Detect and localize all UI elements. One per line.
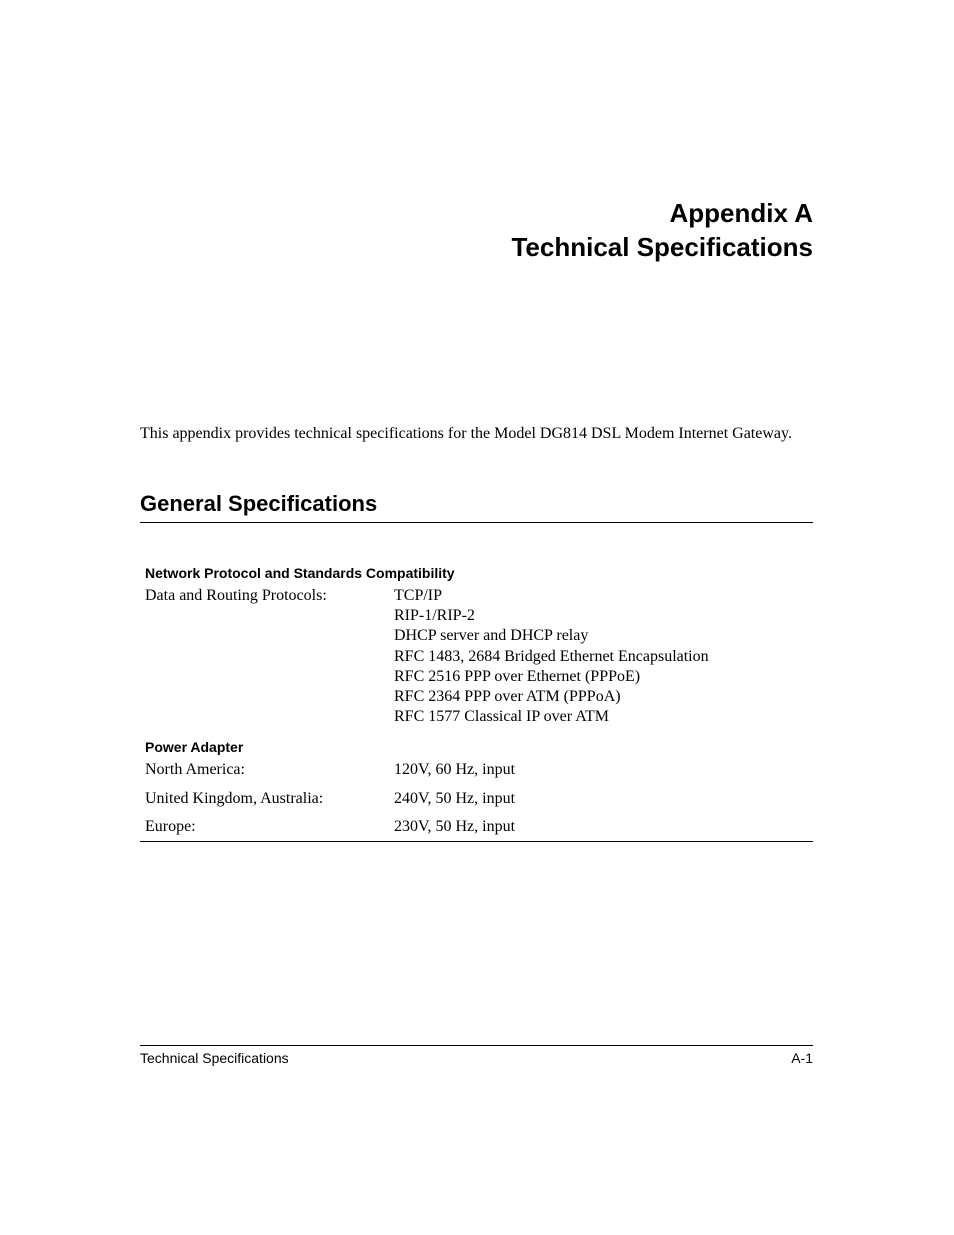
spec-value: RIP-1/RIP-2 [394,607,475,625]
spec-row [140,586,813,727]
spec-value: 230V, 50 Hz, input [394,817,516,835]
spec-value: DHCP server and DHCP relay [394,627,589,645]
appendix-title-line-1: Appendix A [669,198,813,228]
spec-row [140,789,813,809]
spec-values [394,586,813,727]
group-heading-power: Power Adapter [145,739,244,756]
spec-value: RFC 1577 Classical IP over ATM [394,708,609,726]
spec-label: North America: [145,761,245,779]
spec-value: RFC 2364 PPP over ATM (PPPoA) [394,688,621,706]
footer-chapter-title: Technical Specifications [140,1050,289,1066]
intro-paragraph: This appendix provides technical specifications for the Model DG814 DSL Modem Internet Gateway. [140,425,792,442]
spec-values [394,760,813,780]
appendix-title-line-2: Technical Specifications [511,232,813,262]
spec-label: United Kingdom, Australia: [145,789,324,807]
spec-label: Europe: [145,817,196,835]
spec-value: TCP/IP [394,587,443,604]
spec-value: 240V, 50 Hz, input [394,789,516,807]
spec-value: 120V, 60 Hz, input [394,761,516,779]
page-footer [140,1045,813,1068]
spec-values [394,789,813,809]
spec-label: Data and Routing Protocols: [145,587,327,604]
spec-row [140,817,813,837]
group-heading-network: Network Protocol and Standards Compatibility [145,565,455,581]
spec-table [140,560,813,842]
spec-row [140,760,813,780]
appendix-title [511,196,813,264]
spec-value: RFC 2516 PPP over Ethernet (PPPoE) [394,667,641,685]
footer-page-number: A-1 [791,1050,813,1066]
section-heading: General Specifications [140,490,813,523]
spec-value: RFC 1483, 2684 Bridged Ethernet Encapsulation [394,647,709,665]
spec-values [394,817,813,837]
